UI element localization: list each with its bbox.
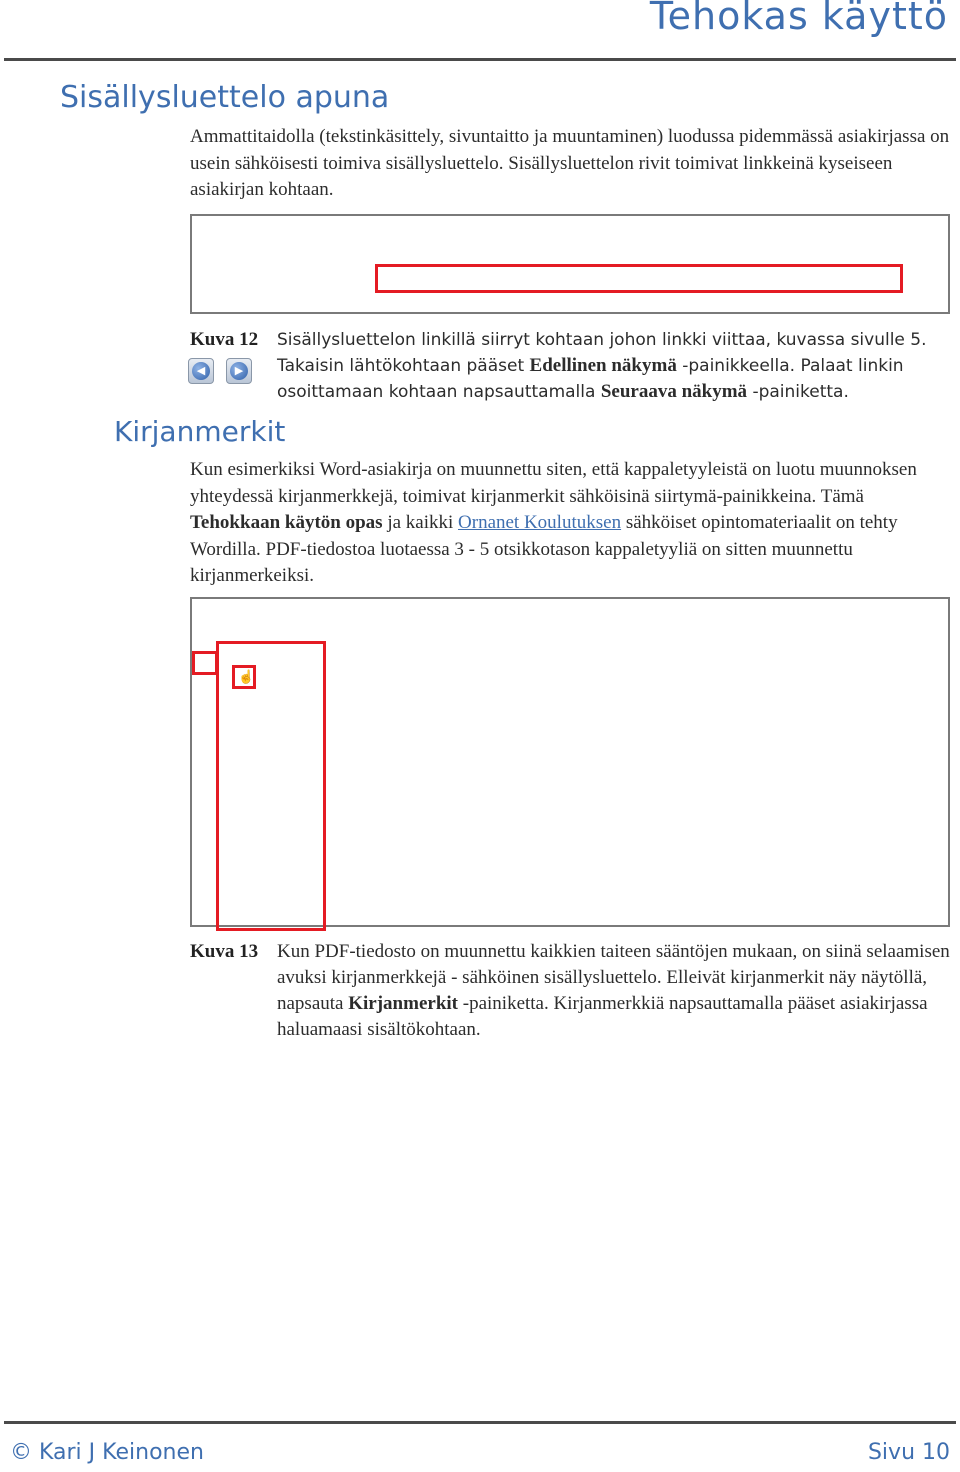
toc-paragraph: Ammattitaidolla (tekstinkäsittely, sivuntaitto ja muuntaminen) luodussa pidemmässä asiakirjassa on usein sähköisesti toimiva sisällysluettelo. Sisällysluettelon rivit toimivat linkkeinä kyseiseen asiakirjan kohtaan. (190, 126, 950, 200)
previous-view-button[interactable] (188, 358, 214, 384)
footer-author: © Kari J Keinonen (10, 1440, 204, 1465)
caption-12-text-3: -painiketta. (747, 382, 849, 402)
caption-12-text-2: -painikkeella. Palaat linkin osoittamaan kohtaan napsauttamalla (277, 356, 904, 402)
next-view-button[interactable] (226, 358, 252, 384)
arrow-right-icon: ▶ (230, 362, 248, 380)
bookmarks-text-3: sähköiset opintomateriaalit on tehty Wordilla. PDF-tiedostoa luotaessa 3 - 5 otsikkotason kappaletyyliä on sitten muunnettu kirjanmerkeiksi. (190, 512, 898, 586)
ornanet-link[interactable]: Ornanet Koulutuksen (458, 512, 622, 533)
caption-13-bold-bookmarks: Kirjanmerkit (348, 993, 458, 1014)
header-divider (4, 58, 956, 61)
caption-12-text-1: Sisällysluettelon linkillä siirryt kohtaan johon linkki viittaa, kuvassa sivulle 5. Takaisin lähtökohtaan pääset (277, 330, 927, 376)
figure-12-caption (277, 327, 957, 405)
caption-12-bold-prev-view: Edellinen näkymä (529, 355, 677, 376)
bookmarks-paragraph (190, 457, 940, 590)
figure-13-bookmarks-button-highlight (192, 651, 218, 675)
figure-12-highlight-box (375, 264, 903, 293)
figure-13-cursor-highlight (232, 665, 256, 689)
section-heading-toc: Sisällysluettelo apuna (60, 80, 390, 115)
footer-divider (4, 1421, 956, 1424)
caption-13-text-2: -painiketta. Kirjanmerkkiä napsauttamalla pääset asiakirjassa haluamaasi sisältökohtaan. (277, 993, 928, 1040)
caption-13-text-1: Kun PDF-tiedosto on muunnettu kaikkien taiteen sääntöjen mukaan, on siinä selaamisen avuksi kirjanmerkkejä - sähköinen sisällysluettelo. Elleivät kirjanmerkit näy näytöllä, napsauta (277, 941, 950, 1014)
figure-13-screenshot (190, 597, 950, 927)
figure-13-caption (277, 939, 952, 1043)
bookmarks-bold-guide-title: Tehokkaan käytön opas (190, 512, 383, 533)
bookmarks-text-2: ja kaikki (382, 512, 459, 533)
figure-12-screenshot (190, 214, 950, 314)
hand-cursor-icon: ☝ (238, 669, 255, 684)
document-header-title: Tehokas käyttö (649, 0, 948, 38)
figure-12-caption-label: Kuva 12 (190, 329, 259, 350)
arrow-left-icon: ◀ (192, 362, 210, 380)
footer-page-number: Sivu 10 (867, 1440, 950, 1465)
figure-13-caption-label: Kuva 13 (190, 941, 259, 962)
bookmarks-text-1: Kun esimerkiksi Word-asiakirja on muunnettu siten, että kappaletyyleistä on luotu muunnoksen yhteydessä kirjanmerkkejä, toimivat kirjanmerkit sähköisinä siirtymä-painikkeina. Tämä (190, 459, 917, 507)
caption-12-bold-next-view: Seuraava näkymä (600, 381, 748, 402)
section-heading-bookmarks: Kirjanmerkit (114, 415, 286, 448)
